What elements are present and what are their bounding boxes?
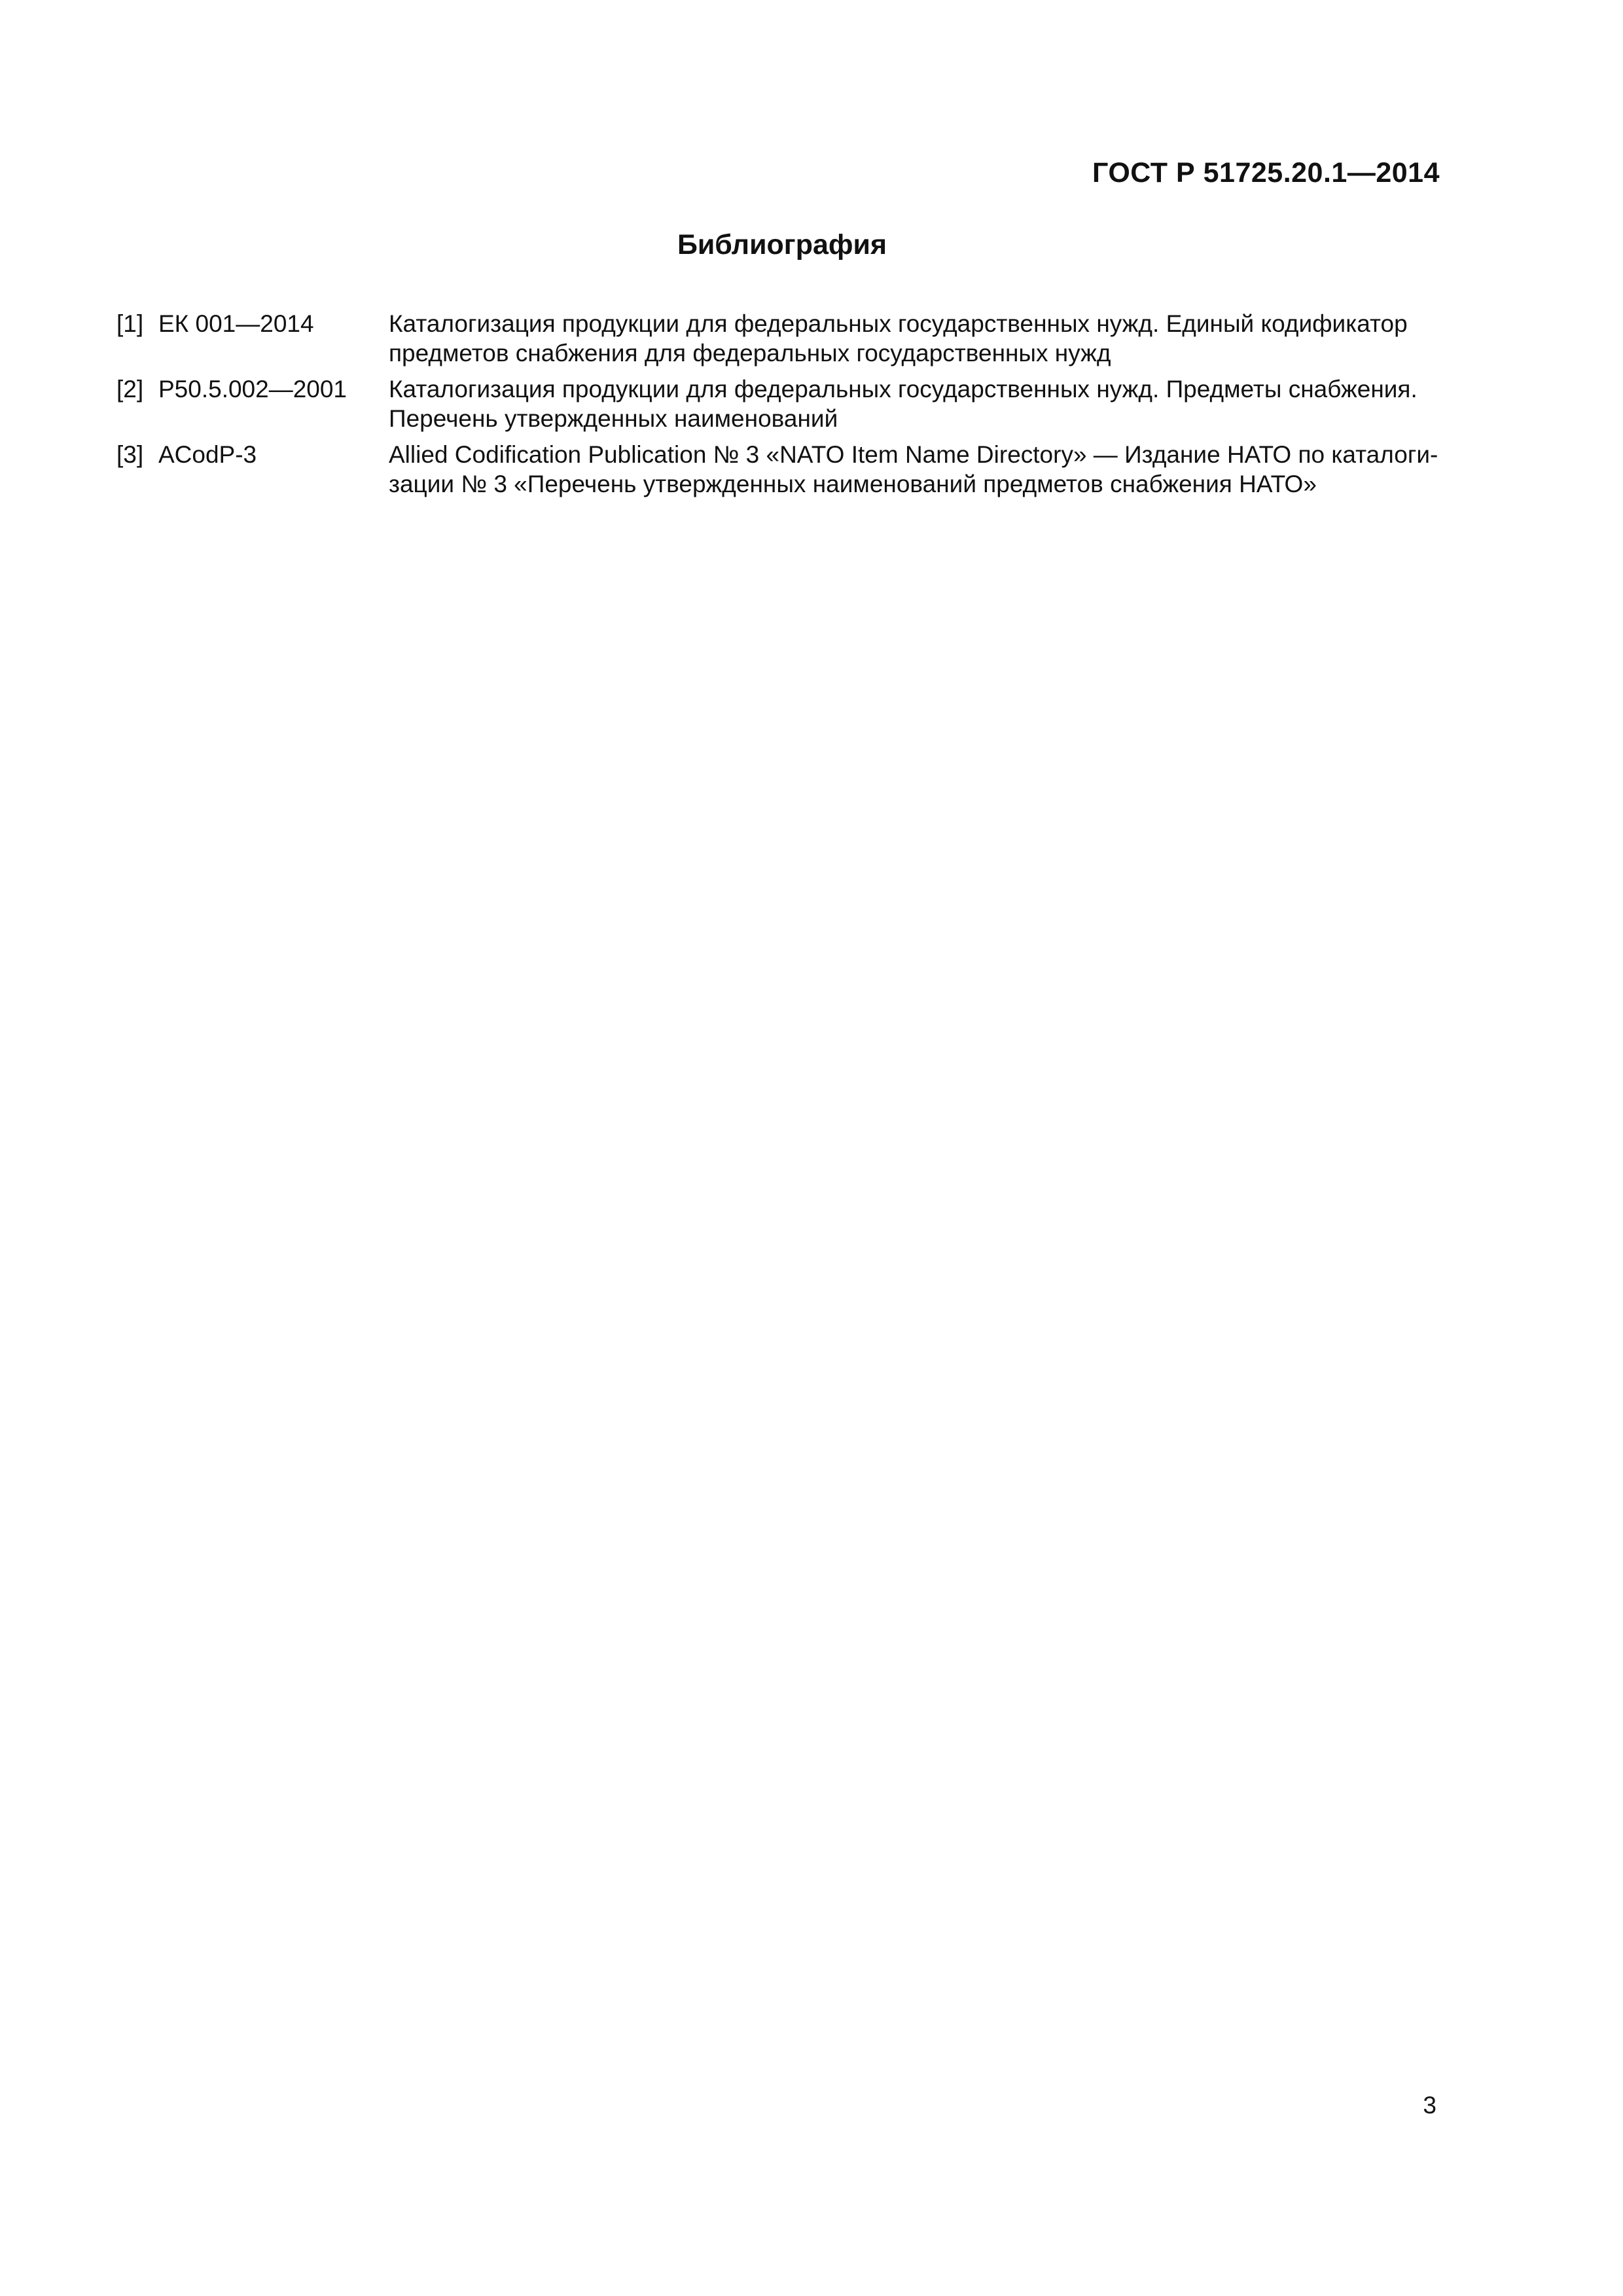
- entry-number: [2]: [116, 376, 144, 403]
- bibliography-entry: [116, 440, 1440, 499]
- entry-description-line: Каталогизация продукции для федеральных государственных нужд. Единый кодификатор: [389, 310, 1408, 337]
- page-number: 3: [1423, 2092, 1436, 2119]
- bibliography-entry: [116, 309, 1440, 368]
- bibliography-list: [116, 309, 1440, 505]
- entry-description-line: Перечень утвержденных наименований: [389, 405, 838, 432]
- entry-description: [389, 440, 1440, 499]
- entry-code: ЕК 001—2014: [158, 310, 314, 337]
- entry-number: [1]: [116, 310, 144, 337]
- document-code: ГОСТ Р 51725.20.1—2014: [1092, 157, 1440, 188]
- entry-code: Р50.5.002—2001: [158, 376, 348, 403]
- bibliography-entry: [116, 374, 1440, 433]
- section-title: Библиография: [677, 229, 887, 260]
- entry-description: [389, 309, 1440, 368]
- entry-description-line: Каталогизация продукции для федеральных государственных нужд. Предметы снабжения.: [389, 376, 1418, 403]
- entry-description: [389, 374, 1440, 433]
- entry-description-line: предметов снабжения для федеральных государственных нужд: [389, 340, 1111, 367]
- entry-description-line: Allied Codification Publication № 3 «NATO Item Name Directory» — Издание НАТО по каталоги-: [389, 441, 1438, 468]
- entry-description-line: зации № 3 «Перечень утвержденных наименований предметов снабжения НАТО»: [389, 471, 1317, 497]
- entry-code: ACodP-3: [158, 441, 257, 468]
- entry-number: [3]: [116, 441, 144, 468]
